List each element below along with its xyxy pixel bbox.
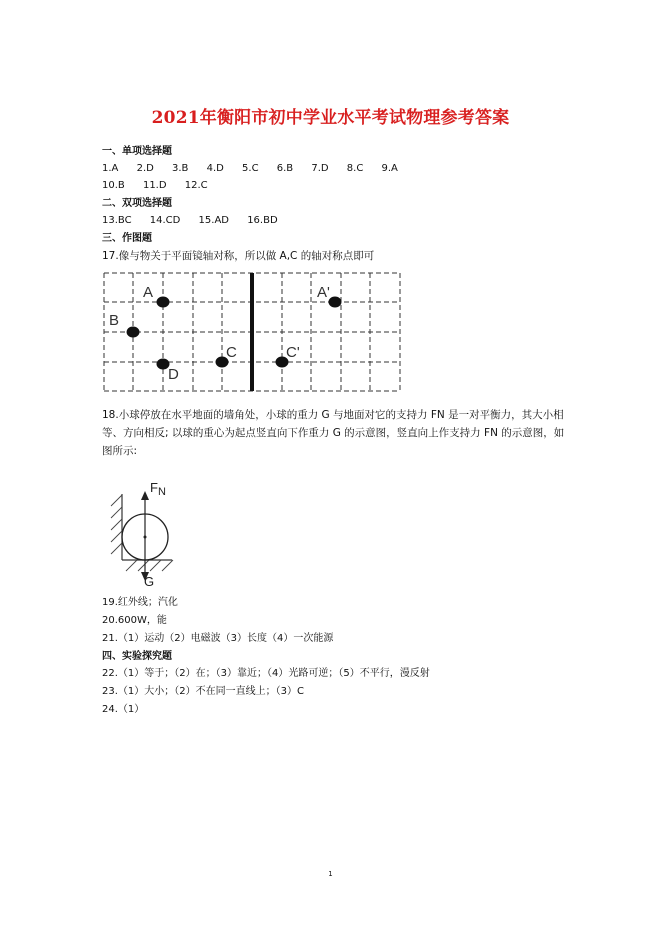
force-diagram	[108, 478, 178, 588]
answer-row-3	[102, 214, 293, 228]
label-d: D	[168, 366, 179, 383]
answer-item: 2.D	[136, 163, 154, 174]
question-23: 23.（1）大小；（2）不在同一直线上；（3）C	[102, 686, 304, 697]
answer-item: 11.D	[142, 180, 167, 191]
answer-item: 3.B	[172, 163, 189, 174]
question-20: 20.600W，能	[102, 615, 167, 626]
label-c: C	[226, 344, 237, 361]
page-title: 2021年衡阳市初中学业水平考试物理参考答案	[151, 108, 510, 128]
svg-text:FN	[150, 480, 166, 498]
point-a-dot	[157, 297, 170, 308]
label-b: B	[109, 312, 120, 329]
answer-row-2	[102, 179, 223, 193]
answer-row-1	[102, 162, 413, 176]
answer-item: 12.C	[184, 180, 208, 191]
answer-item: 15.AD	[198, 215, 229, 226]
question-21: 21.（1）运动（2）电磁波（3）长度（4）一次能源	[102, 633, 334, 644]
section-heading-experiment: 四、实验探究题	[102, 651, 172, 662]
answer-item: 4.D	[206, 163, 224, 174]
mirror-grid-diagram	[102, 271, 402, 395]
wall-hatching	[111, 495, 122, 554]
answer-item: 16.BD	[247, 215, 278, 226]
ground-hatching	[126, 560, 173, 571]
section-heading-drawing: 三、作图题	[102, 233, 152, 244]
fn-subscript: N	[157, 486, 166, 498]
question-19: 19.红外线；汽化	[102, 597, 178, 608]
section-heading-single-choice: 一、单项选择题	[102, 146, 172, 157]
section-heading-double-choice: 二、双项选择题	[102, 198, 172, 209]
question-22: 22.（1）等于；（2）在；（3）靠近；（4）光路可逆；（5）不平行，漫反射	[102, 668, 430, 679]
support-force-arrowhead	[141, 491, 149, 500]
label-a-prime: A'	[317, 284, 330, 301]
question-24: 24.（1）	[102, 704, 145, 715]
answer-item: 1.A	[102, 163, 119, 174]
page-number: 1	[328, 870, 333, 878]
question-17: 17.像与物关于平面镜轴对称，所以做 A,C 的轴对称点即可	[102, 250, 375, 262]
answer-item: 13.BC	[102, 215, 132, 226]
answer-item: 14.CD	[149, 215, 181, 226]
g-label: G	[144, 574, 155, 588]
label-a: A	[143, 284, 154, 301]
answer-item: 7.D	[311, 163, 329, 174]
question-18: 18.小球停放在水平地面的墙角处，小球的重力 G 与地面对它的支持力 FN 是一对平衡力，其大小相 等、方向相反; 以球的重心为起点竖直向下作重力 G 的示意图，竖直向上作支持力 FN 的示意图，如图所示:	[102, 409, 565, 457]
answer-item: 5.C	[242, 163, 259, 174]
point-a-prime-dot	[329, 297, 342, 308]
answer-item: 6.B	[276, 163, 294, 174]
point-b-dot	[127, 327, 140, 338]
label-c-prime: C'	[286, 344, 300, 361]
fn-label: F	[150, 480, 158, 495]
answer-item: 9.A	[381, 163, 398, 174]
answer-item: 10.B	[102, 180, 125, 191]
answer-item: 8.C	[346, 163, 364, 174]
